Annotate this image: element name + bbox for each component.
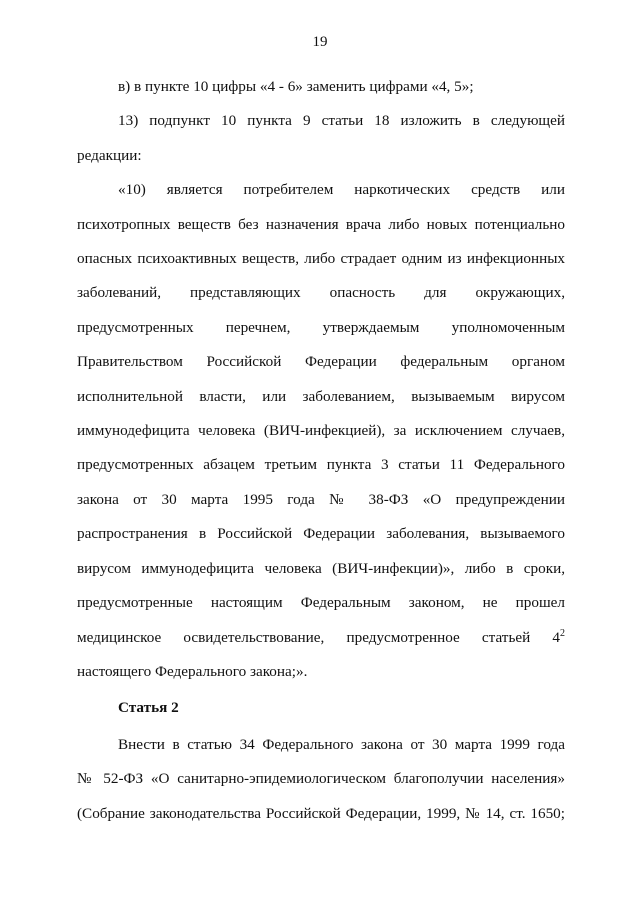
quoted-subparagraph-10 [77,173,565,689]
text-line-content: медицинское освидетельствование, предусмотренное статьей 4 [77,628,560,646]
text-line: № 52-ФЗ «О санитарно-эпидемиологическом благополучии населения» [77,770,565,788]
text-line: предусмотренных перечнем, утверждаемым уполномоченным [77,318,565,336]
text-line: вирусом иммунодефицита человека (ВИЧ-инфекции)», либо в сроки, [77,559,565,577]
text-line: «10) является потребителем наркотических средств или [118,181,565,199]
text-line: Внести в статью 34 Федерального закона от 30 марта 1999 года [118,735,565,753]
paragraph-item-13: 13) подпункт 10 пункта 9 статьи 18 изложить в следующей редакции: [77,112,565,164]
text-line: распространения в Российской Федерации заболевания, вызываемого [77,525,565,543]
text-line: предусмотренные настоящим Федеральным законом, не прошел [77,594,565,612]
text-line: предусмотренных абзацем третьим пункта 3 статьи 11 Федерального [77,456,565,474]
article-2-body [77,728,565,831]
article-2-heading: Статья 2 [118,699,179,717]
text-line: настоящего Федерального закона;». [77,662,308,680]
text-line: заболеваний, представляющих опасность для окружающих, [77,284,565,302]
text-line: исполнительной власти, или заболеванием, вызываемым вирусом [77,387,565,405]
article-superscript: 2 [560,627,565,639]
text-line-with-superscript [77,621,565,655]
text-line: Правительством Российской Федерации федеральным органом [77,353,565,371]
text-line: иммунодефицита человека (ВИЧ-инфекцией), за исключением случаев, [77,422,565,440]
text-line: психотропных веществ без назначения врача либо новых потенциально [77,215,565,233]
text-line: (Собрание законодательства Российской Федерации, 1999, № 14, ст. 1650; [77,804,565,822]
text-line: закона от 30 марта 1995 года № 38-ФЗ «О предупреждении [77,490,565,508]
paragraph-item-v: в) в пункте 10 цифры «4 - 6» заменить цифрами «4, 5»; [118,78,474,95]
page-number: 19 [312,34,328,50]
text-line: опасных психоактивных веществ, либо страдает одним из инфекционных [77,250,565,268]
document-body [77,70,565,831]
